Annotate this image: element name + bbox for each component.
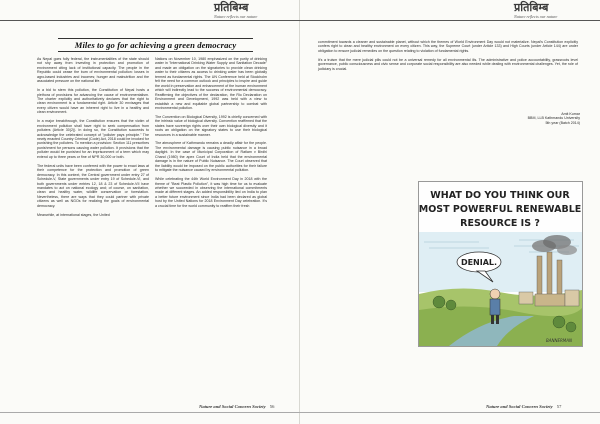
page-footer [486, 404, 561, 414]
paragraph: Meanwhile, at international stages, the United [37, 212, 110, 217]
paragraph: In a bid to stem this pollution, the Constitution of Nepal hosts a plethora of provisions for advancing the cause of environmentalism. The charter explicitly and authoritatively declares that the right to clean environment is a fundamental right. Article 30 envisages that every citizen would have an inherent right to live in a healthy and clean environment. [37, 88, 149, 115]
footer-label: Nature and Social Concern Society [486, 404, 553, 409]
paragraph: The federal units have been conferred with the power to enact laws at their competence for the protection and promotion of green democracy. In this context, the Central government under entry 27 of Schedule-V, State governments under entry 19 of Schedule-VI, and both governments under entries 12, 18 & 23 of Schedule-VII have mandates to act on national ecology and; of course, on sanitation, clean and healthy water, wildlife conservation or forestation. Nevertheless, there are ways that they could partner with private citizens as well as NGOs for realizing the goals of environmental democracy. [37, 163, 149, 208]
masthead [514, 2, 594, 19]
paragraph: While celebrating the 44th World Environment Day in 2018 with the theme of "Beat Plastic Pollution", it was high time for us to evaluate whether we succeeded in observing the international commitments made at different stages. An added responsibility lied on India to plan a better future environment since India had been declared as global host by the United Nations for 2018 Environment Day celebration. It's a crucial time for the world community to reaffirm their fresh [155, 177, 267, 208]
footer-label: Nature and Social Concern Society [199, 404, 266, 409]
page-footer [199, 404, 274, 414]
masthead-brand: प्रतिबिम्ब [514, 1, 549, 14]
cartoon-caption-line2: MOST POWERFUL RENEWABLE [419, 204, 582, 215]
masthead [214, 2, 294, 19]
masthead-brand: प्रतिबिम्ब [214, 1, 249, 14]
right-column [318, 40, 578, 76]
cartoon-artist: BANNERMAN [546, 338, 572, 343]
paragraph: As Nepal goes fully federal, the instrumentalities of the state should not shy away from investing in protection and promotion of environment citing lack of institutional capacity. The people in the Republic could cease the burn of environmental pollution: losses in agro-based industries and incomes; hunger and malnutrition and the associated pressure on the national life. [37, 57, 149, 84]
page-number: 56 [269, 404, 275, 409]
article-headline: Miles to go for achieving a green democracy [58, 38, 253, 52]
masthead-tagline: Nature reflects our nature [514, 14, 558, 19]
paragraph: The Convention on Biological Diversity, 1992 is chiefly concerned with the intrinsic value of biological diversity. Convention reaffirmed that the states have sovereign rights over their own biological diversity and it roots an obligation on the signatory states to use their biological resources in a sustainable manner. [155, 114, 267, 137]
masthead-tagline: Nature reflects our nature [214, 14, 258, 19]
author-signature [470, 112, 580, 125]
paragraph: The atmosphere of Kathmandu remains a deadly affair for the people. The environmental damage is causing public nuisance in a broad daylight. In the case of Municipal Corporation of Ratlam v Birdhi Chand (1980) the apex Court of India held that the environmental damage is in the nature of Public Nuisance. The Court observed that the liability would be imposed on the public authorities for their failure to mitigate the nuisance caused by environmental pollution. [155, 141, 267, 173]
paragraph: Nations on November 10, 1980 emphasized on the purity of drinking water in "International Drinking Water Supply and Sanitation Decade" and made an obligation on the signatories to provide clean drinking water to their citizens as access to drinking water has been globally termed as fundamental rights. The UN Conference held at Stockholm felt the need for a common outlook and principles to inspire and guide the world in preservation and enhancement of the human environment which will indirectly lead to the success of environmental democracy. Reaffirming the objectives of the declaration, the Rio Declaration on Environment and Development, 1992 was held with a view to establish a new and equitable global partnership to combat with environmental pollution. [155, 57, 267, 110]
header-rule [300, 20, 600, 21]
left-column-2 [155, 57, 267, 213]
page-number: 57 [556, 404, 562, 409]
cartoon-caption-line3: RESOURCE IS ? [460, 218, 540, 229]
author-degree: BBM, LLB Kathmandu University [527, 116, 580, 121]
author-batch: 5th year (Batch 2014) [545, 120, 580, 125]
cartoon-image [418, 181, 583, 347]
cartoon-caption-line1: WHAT DO YOU THINK OUR [430, 190, 570, 201]
left-column-1 [37, 57, 149, 221]
author-name: Amit Kumar [561, 112, 580, 116]
cartoon-drawing [419, 182, 582, 346]
paragraph: commitment towards a cleaner and sustainable planet, without which the themes of World Environment Day would not materialize. Nepal's Constitution explicitly confers right to clean and healthy environment on every citizen. This way, the Supreme Court (under Article 133) and High Courts (under Article 144) are under obligation to ensure judicial remedies on the question relating to violation of fundamental rights. [318, 40, 578, 53]
speech-text: DENIAL. [460, 258, 498, 267]
paragraph: It's a truism that the mere judicial pills could not be a universal remedy for all environmental ills. The administrative and police accountability, grassroots level governance, public consciousness and civic sense and corporate social responsibility are also needed while dealing with environmental challenges. Yet, the role of judiciary is crucial. [318, 57, 578, 71]
header-rule [0, 20, 300, 21]
paragraph: In a major breakthrough, the Constitution ensures that the victim of environment pollution shall have right to seek compensation from polluters (Article 30(2)). In doing so, the Constitution succeeds to acknowledge the celebrated concept of "polluter pays principle." The newly enacted Country Criminal (Code) Act, 2018 could be invoked for punishing the polluters. To mention a provision: Section 111 prescribes punishment for persons causing water pollution. It provisions that the polluter would be punished for an imprisonment of a term which may extend up to three years or fine of NPR 30,000 or both. [37, 119, 149, 159]
